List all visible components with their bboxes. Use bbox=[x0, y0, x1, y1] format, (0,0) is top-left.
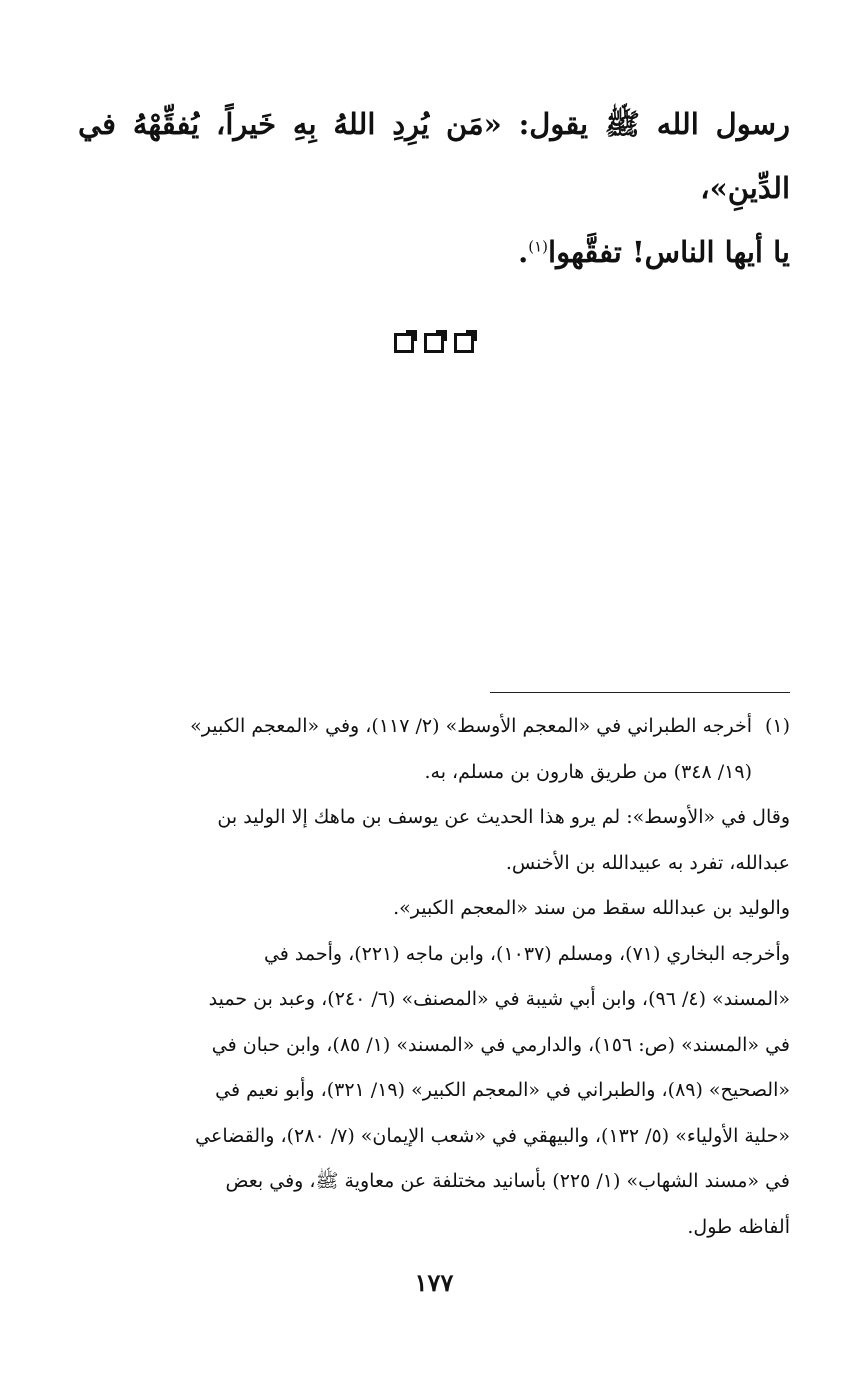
footnote-line: «حلية الأولياء» (٥/ ١٣٢)، والبيهقي في «شعب الإيمان» (٧/ ٢٨٠)، والقضاعي bbox=[195, 1124, 790, 1147]
main-text bbox=[78, 92, 790, 284]
footnote-line: (١٩/ ٣٤٨) من طريق هارون بن مسلم، به. bbox=[424, 760, 752, 783]
footnote-line: «الصحيح» (٨٩)، والطبراني في «المعجم الكبير» (١٩/ ٣٢١)، وأبو نعيم في bbox=[215, 1079, 790, 1101]
main-text-line-2-body: يا أيها الناس! تفقَّهوا bbox=[548, 235, 790, 269]
footnote-reference: (١) bbox=[528, 237, 549, 256]
footnotes bbox=[78, 704, 790, 1250]
main-text-line-2 bbox=[78, 220, 790, 284]
main-text-line-1: رسول الله ﷺ يقول: «مَن يُرِدِ اللهُ بِهِ خَيراً، يُفقِّهْهُ في الدِّينِ»، bbox=[78, 107, 790, 205]
main-text-line-2-end: . bbox=[518, 235, 529, 269]
footnote-divider bbox=[490, 692, 790, 693]
ornament-square-icon bbox=[424, 333, 444, 353]
footnote-line: (١)أخرجه الطبراني في «المعجم الأوسط» (٢/ ١١٧)، وفي «المعجم الكبير» bbox=[78, 704, 790, 750]
book-page bbox=[78, 0, 790, 1388]
footnote-line: وقال في «الأوسط»: لم يرو هذا الحديث عن يوسف بن ماهك إلا الوليد بن bbox=[217, 806, 790, 828]
footnote-line: عبدالله، تفرد به عبيدالله بن الأخنس. bbox=[505, 851, 790, 874]
footnote-line: والوليد بن عبدالله سقط من سند «المعجم الكبير». bbox=[393, 897, 790, 919]
footnote-line: ألفاظه طول. bbox=[687, 1215, 790, 1238]
footnote-line: في «مسند الشهاب» (١/ ٢٢٥) بأسانيد مختلفة عن معاوية ﷺ، وفي بعض bbox=[225, 1170, 790, 1192]
footnote-number: (١) bbox=[764, 715, 790, 737]
section-ornament bbox=[78, 333, 790, 353]
ornament-square-icon bbox=[454, 333, 474, 353]
ornament-square-icon bbox=[394, 333, 414, 353]
page-number: ١٧٧ bbox=[414, 1268, 454, 1297]
footnote-line: «المسند» (٤/ ٩٦)، وابن أبي شيبة في «المصنف» (٦/ ٢٤٠)، وعبد بن حميد bbox=[208, 988, 790, 1010]
footnote-line: في «المسند» (ص: ١٥٦)، والدارمي في «المسند» (١/ ٨٥)، وابن حبان في bbox=[211, 1033, 790, 1056]
footnote-line: وأخرجه البخاري (٧١)، ومسلم (١٠٣٧)، وابن ماجه (٢٢١)، وأحمد في bbox=[263, 942, 790, 965]
